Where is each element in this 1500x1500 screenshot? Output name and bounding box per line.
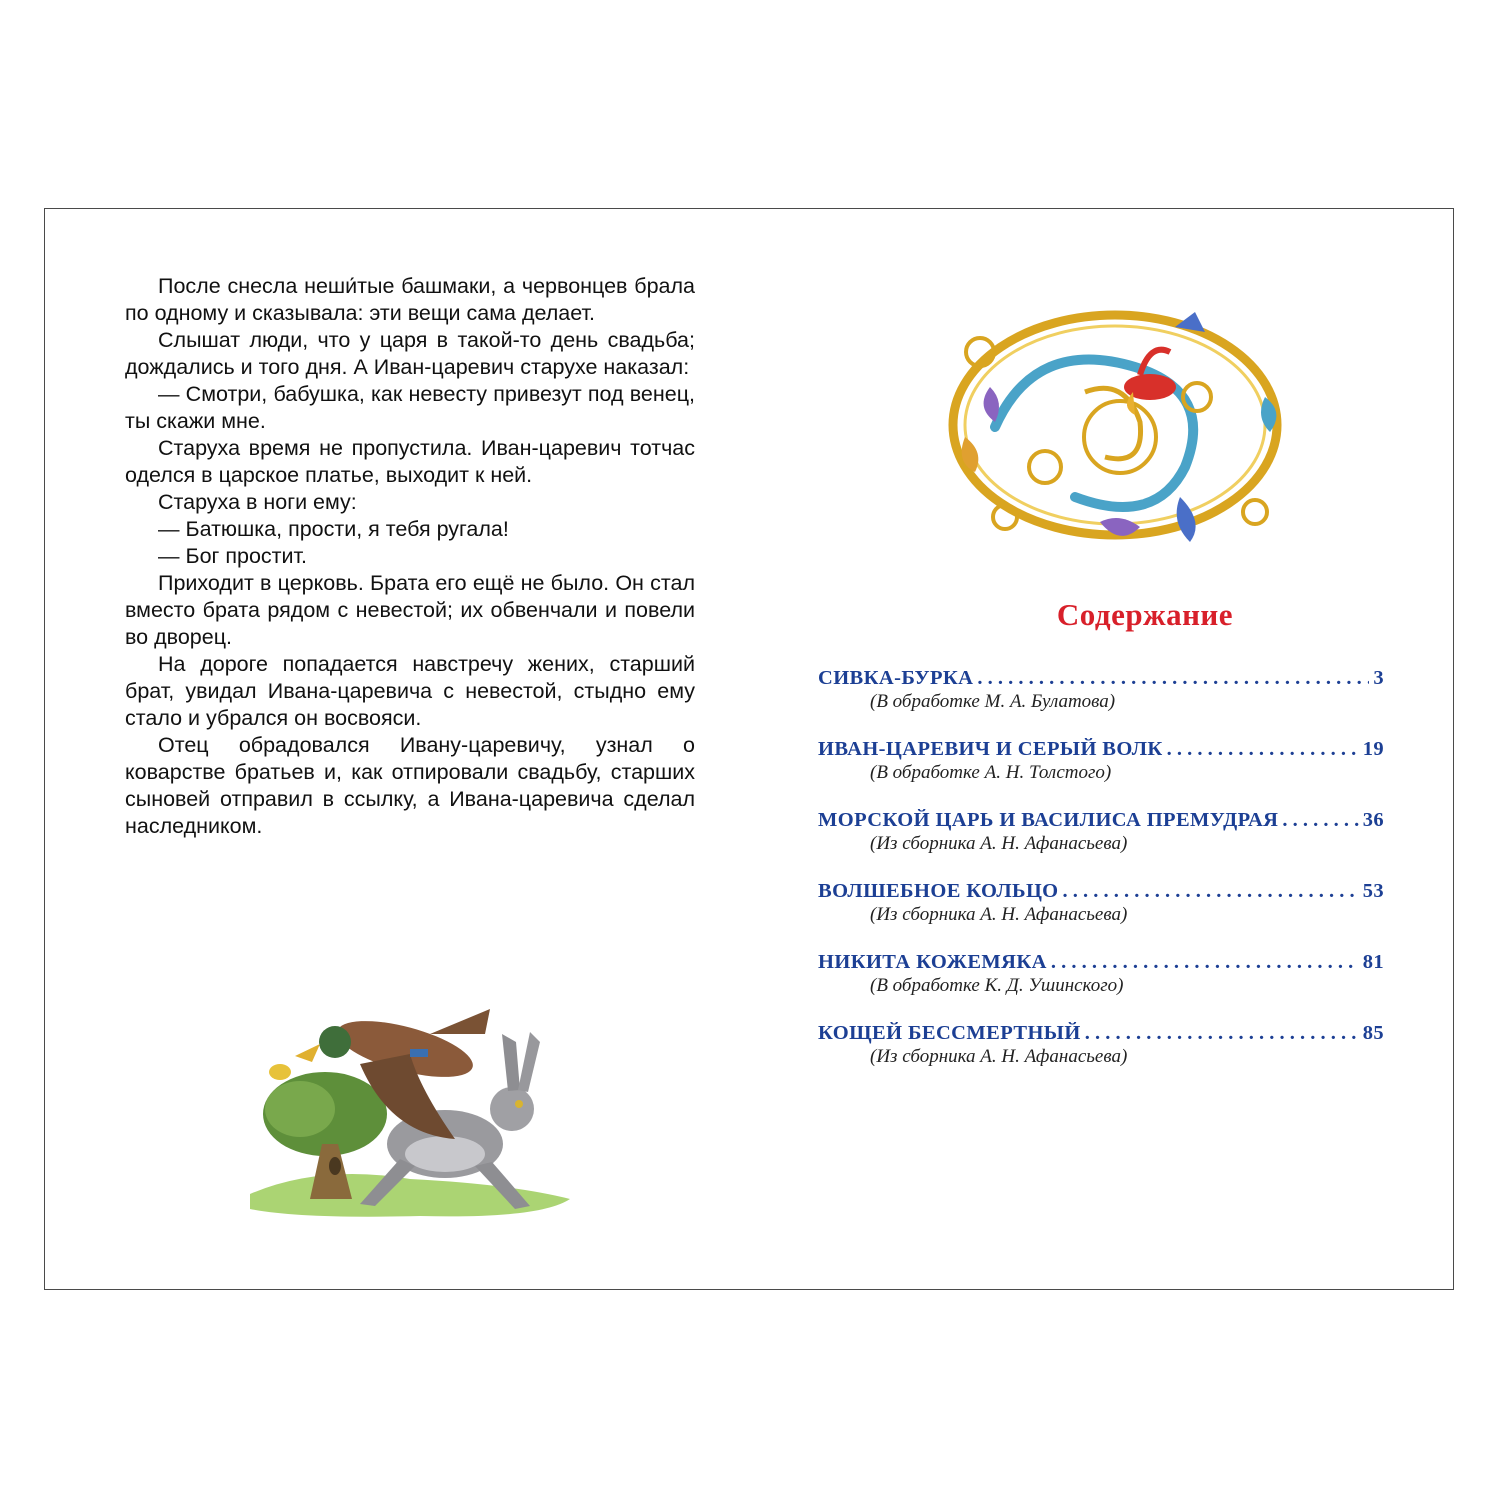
paragraph-1: После снесла неши́тые башмаки, а червонцев брала по одному и сказывала: эти вещи сама делает. (125, 274, 695, 325)
paragraph-2: Слышат люди, что у царя в такой-то день свадьба; дождались и того дня. А Иван-царевич старухе наказал: (125, 328, 695, 379)
toc-entry-2[interactable] (818, 738, 1384, 809)
toc-entry-name: МОРСКОЙ ЦАРЬ И ВАСИЛИСА ПРЕМУДРАЯ (818, 809, 1279, 831)
toc-entry-name: СИВКА-БУРКА (818, 667, 974, 689)
toc-entry-page: 85 (1362, 1022, 1384, 1044)
toc-entry-page: 53 (1362, 880, 1384, 902)
toc-entry-source: (Из сборника А. Н. Афанасьева) (870, 833, 1128, 854)
toc-entry-1[interactable] (818, 667, 1384, 738)
toc-leader-dots (1167, 738, 1359, 761)
toc-entry-source: (В обработке А. Н. Толстого) (870, 762, 1112, 783)
toc-leader-dots (977, 667, 1369, 690)
toc-title: Содержание (1056, 597, 1234, 632)
toc-entry-name: КОЩЕЙ БЕССМЕРТНЫЙ (818, 1022, 1081, 1044)
paragraph-8: Приходит в церковь. Брата его ещё не было. Он стал вместо брата рядом с невестой; их обвенчали и повели во дворец. (125, 571, 695, 649)
duck-and-hare-illustration (240, 994, 590, 1234)
paragraph-4: Старуха время не пропустила. Иван-царевич тотчас оделся в царское платье, выходит к ней. (125, 436, 695, 487)
paragraph-7: — Бог простит. (158, 544, 307, 568)
paragraph-5: Старуха в ноги ему: (158, 490, 357, 514)
paragraph-6: — Батюшка, прости, я тебя ругала! (158, 517, 509, 541)
paragraph-10: Отец обрадовался Ивану-царевичу, узнал о коварстве братьев и, как отпировали свадьбу, старших сыновей отправил в ссылку, а Ивана-царевича сделал наследником. (125, 733, 695, 838)
paragraph-9: На дороге попадается навстречу жених, старший брат, увидал Ивана-царевича с невестой, стыдно ему стало и убрался он восвояси. (125, 652, 695, 730)
toc-entry-source: (Из сборника А. Н. Афанасьева) (870, 1046, 1128, 1067)
ornamental-initial-o-icon (935, 297, 1295, 559)
toc-entry-6[interactable] (818, 1022, 1384, 1093)
toc-entry-5[interactable] (818, 951, 1384, 1022)
toc-entry-4[interactable] (818, 880, 1384, 951)
left-page-text (125, 273, 695, 840)
toc-entry-source: (В обработке М. А. Булатова) (870, 691, 1116, 712)
paragraph-3: — Смотри, бабушка, как невесту привезут под венец, ты скажи мне. (125, 382, 695, 433)
toc-entry-source: (Из сборника А. Н. Афанасьева) (870, 904, 1128, 925)
toc-entry-name: ВОЛШЕБНОЕ КОЛЬЦО (818, 880, 1059, 902)
toc-entry-source: (В обработке К. Д. Ушинского) (870, 975, 1124, 996)
toc-entry-page: 19 (1362, 738, 1384, 760)
toc-entry-name: НИКИТА КОЖЕМЯКА (818, 951, 1047, 973)
toc-leader-dots (1062, 880, 1358, 903)
toc-entry-name: ИВАН-ЦАРЕВИЧ И СЕРЫЙ ВОЛК (818, 738, 1163, 760)
table-of-contents (818, 667, 1384, 1093)
toc-entry-page: 81 (1362, 951, 1384, 973)
toc-entry-3[interactable] (818, 809, 1384, 880)
toc-leader-dots (1051, 951, 1359, 974)
toc-leader-dots (1085, 1022, 1359, 1045)
toc-leader-dots (1282, 809, 1358, 832)
toc-entry-page: 36 (1362, 809, 1384, 831)
book-spread (44, 208, 1454, 1290)
toc-entry-page: 3 (1373, 667, 1384, 689)
